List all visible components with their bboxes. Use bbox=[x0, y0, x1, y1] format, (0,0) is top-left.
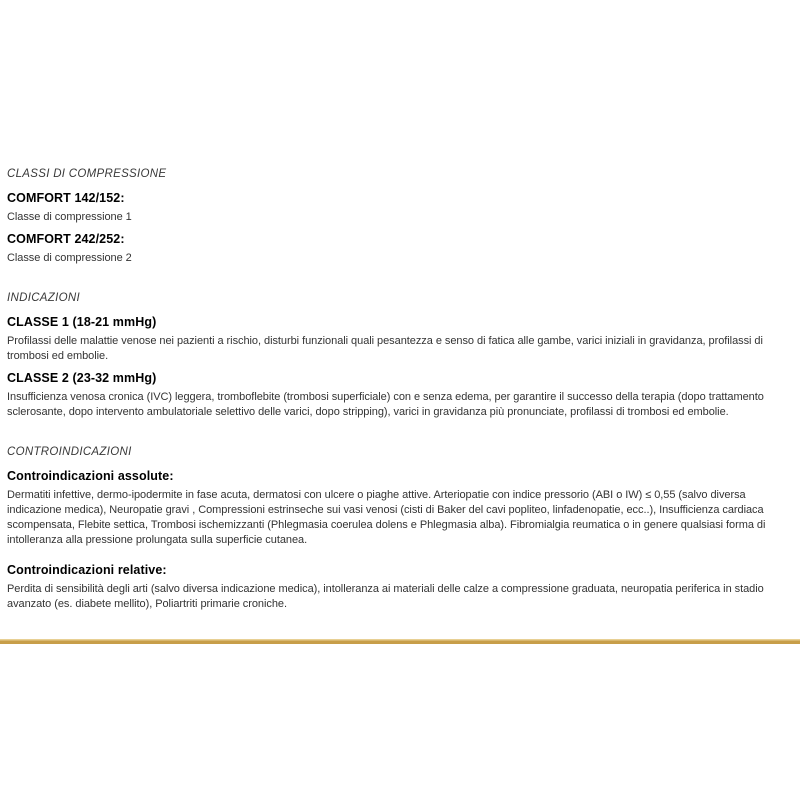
classe-2-title: CLASSE 2 (23-32 mmHg) bbox=[7, 371, 157, 385]
relative-contraindications-body: Perdita di sensibilità degli arti (salvo diversa indicazione medica), intolleranza ai materiali delle calze a compressione graduata, neuropatia periferica in stadio avanzato (es. diabete mellito), Poliartriti primarie croniche. bbox=[7, 583, 764, 610]
section-indications bbox=[7, 291, 794, 420]
classe-2-body: Insufficienza venosa cronica (IVC) leggera, tromboflebite (trombosi superficiale) con e senza edema, per garantire il successo della terapia (dopo trattamento sclerosante, dopo intervento ambulatoriale selettivo delle varici, dopo stripping), varici in gravidanza più pronunciate, profilassi di trombosi ed embolie. bbox=[7, 391, 764, 418]
comfort-142-152-title: COMFORT 142/152: bbox=[7, 191, 125, 205]
comfort-242-252-body: Classe di compressione 2 bbox=[7, 252, 132, 264]
classe-1-title: CLASSE 1 (18-21 mmHg) bbox=[7, 315, 157, 329]
comfort-242-252-title: COMFORT 242/252: bbox=[7, 232, 125, 246]
contraindications-heading: CONTROINDICAZIONI bbox=[7, 446, 132, 458]
section-contraindications bbox=[7, 445, 794, 612]
list-item bbox=[7, 314, 794, 364]
absolute-contraindications-title: Controindicazioni assolute: bbox=[7, 469, 174, 483]
list-item bbox=[7, 190, 794, 225]
classe-1-body: Profilassi delle malattie venose nei pazienti a rischio, disturbi funzionali quali pesantezza e senso di fatica alle gambe, varici iniziali in gravidanza, profilassi di trombosi ed embolie. bbox=[7, 335, 763, 362]
list-item bbox=[7, 562, 794, 612]
comfort-142-152-body: Classe di compressione 1 bbox=[7, 211, 132, 223]
section-compression-classes bbox=[7, 167, 794, 266]
document-page bbox=[7, 167, 794, 637]
absolute-contraindications-body: Dermatiti infettive, dermo-ipodermite in fase acuta, dermatosi con ulcere o piaghe attive. Arteriopatie con indice pressorio (ABI o IW) ≤ 0,55 (salvo diversa indicazione medica), Neuropatie gravi , Compressioni estrinseche sui vasi venosi (cisti di Baker del cavi popliteo, linfadenopatie, ecc..), Insufficienza cardiaca scompensata, Flebite settica, Trombosi ischemizzanti (Phlegmasia coerulea dolens e Phlegmasia alba). Fibromialgia reumatica o in genere qualsiasi forma di intolleranza alla pressione prolungata sulla superficie cutanea. bbox=[7, 489, 766, 546]
list-item bbox=[7, 370, 794, 420]
compression-classes-heading: CLASSI DI COMPRESSIONE bbox=[7, 168, 167, 180]
relative-contraindications-title: Controindicazioni relative: bbox=[7, 563, 167, 577]
list-item bbox=[7, 231, 794, 266]
indications-heading: INDICAZIONI bbox=[7, 292, 80, 304]
gold-divider-bar bbox=[0, 639, 800, 644]
list-item bbox=[7, 468, 794, 548]
